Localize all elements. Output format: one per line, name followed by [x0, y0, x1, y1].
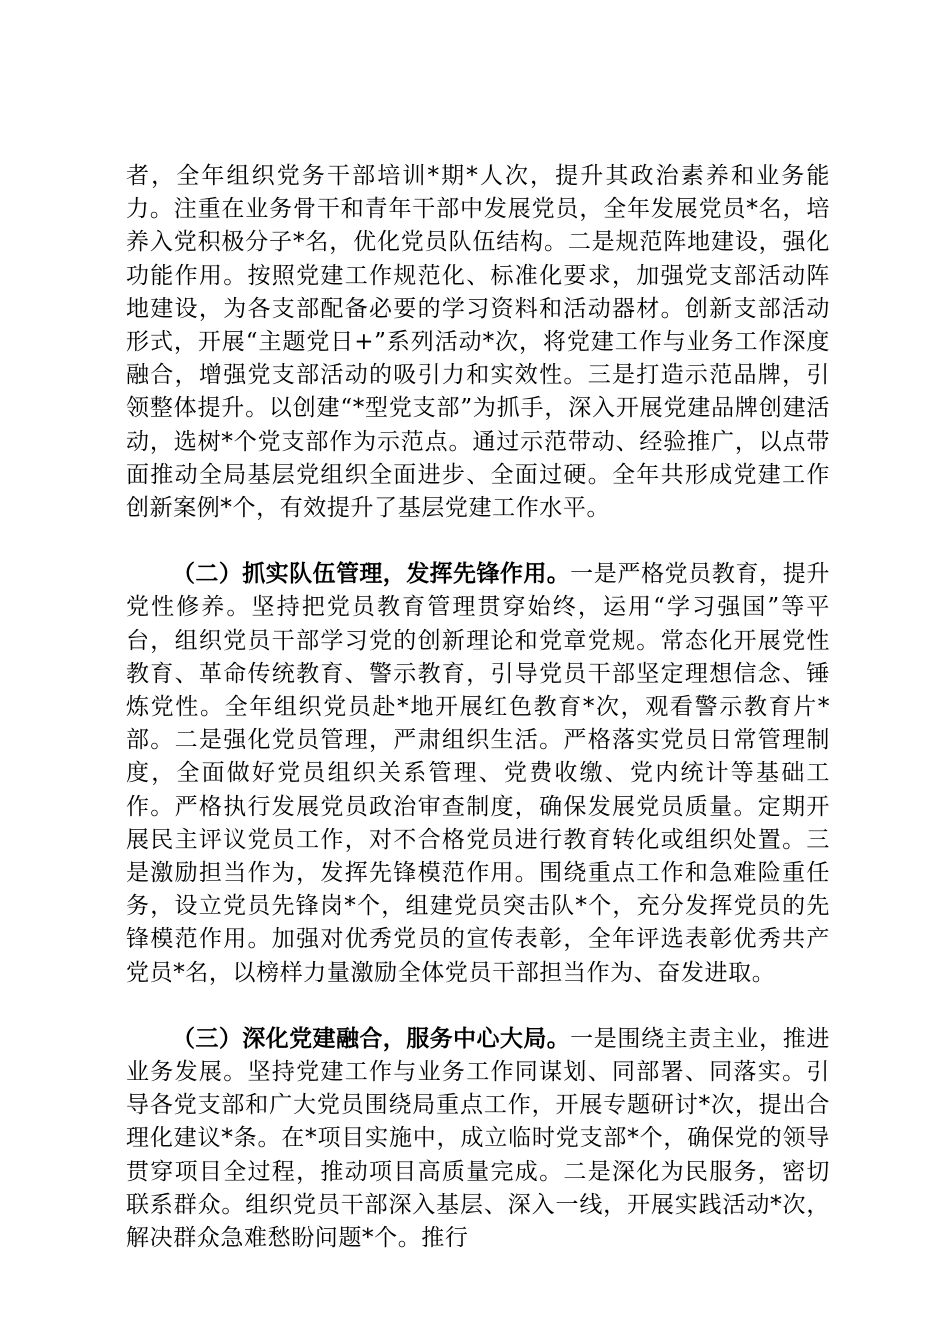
paragraph-body-team-management: 一是严格党员教育，提升党性修养。坚持把党员教育管理贯穿始终，运用“学习强国”等平台，组织党员干部学习党的创新理论和党章党规。常态化开展党性教育、革命传统教育、警示教育，引导党员干部坚定理想信念、锤炼党性。全年组织党员赴*地开展红色教育*次，观看警示教育片*部。二是强化党员管理，严肃组织生活。严格落实党员日常管理制度，全面做好党员组织关系管理、党费收缴、党内统计等基础工作。严格执行发展党员政治审查制度，确保发展党员质量。定期开展民主评议党员工作，对不合格党员进行教育转化或组织处置。三是激励担当作为，发挥先锋模范作用。围绕重点工作和急难险重任务，设立党员先锋岗*个，组建党员突击队*个，充分发挥党员的先锋模范作用。加强对优秀党员的宣传表彰，全年评选表彰优秀共产党员*名，以榜样力量激励全体党员干部担当作为、奋发进取。 [126, 561, 830, 986]
paragraph-body-party-integration: 一是围绕主责主业，推进业务发展。坚持党建工作与业务工作同谋划、同部署、同落实。引导各党支部和广大党员围绕局重点工作，开展专题研讨*次，提出合理化建议*条。在*项目实施中，成立临时党支部*个，确保党的领导贯穿项目全过程，推动项目高质量完成。二是深化为民服务，密切联系群众。组织党员干部深入基层、深入一线，开展实践活动*次，解决群众急难愁盼问题*个。推行 [126, 1025, 830, 1252]
paragraph-team-management [126, 558, 830, 990]
paragraph-continuation: 者，全年组织党务干部培训*期*人次，提升其政治素养和业务能力。注重在业务骨干和青年干部中发展党员，全年发展党员*名，培养入党积极分子*名，优化党员队伍结构。二是规范阵地建设，强化功能作用。按照党建工作规范化、标准化要求，加强党支部活动阵地建设，为各支部配备必要的学习资料和活动器材。创新支部活动形式，开展“主题党日+”系列活动*次，将党建工作与业务工作深度融合，增强党支部活动的吸引力和实效性。三是打造示范品牌，引领整体提升。以创建“*型党支部”为抓手，深入开展党建品牌创建活动，选树*个党支部作为示范点。通过示范带动、经验推广，以点带面推动全局基层党组织全面进步、全面过硬。全年共形成党建工作创新案例*个，有效提升了基层党建工作水平。 [126, 163, 830, 522]
paragraph-party-integration [126, 1023, 830, 1255]
document-page [126, 160, 830, 1255]
section-heading-party-integration: （三）深化党建融合，服务中心大局。 [172, 1025, 571, 1052]
section-heading-team-management: （二）抓实队伍管理，发挥先锋作用。 [172, 561, 571, 588]
